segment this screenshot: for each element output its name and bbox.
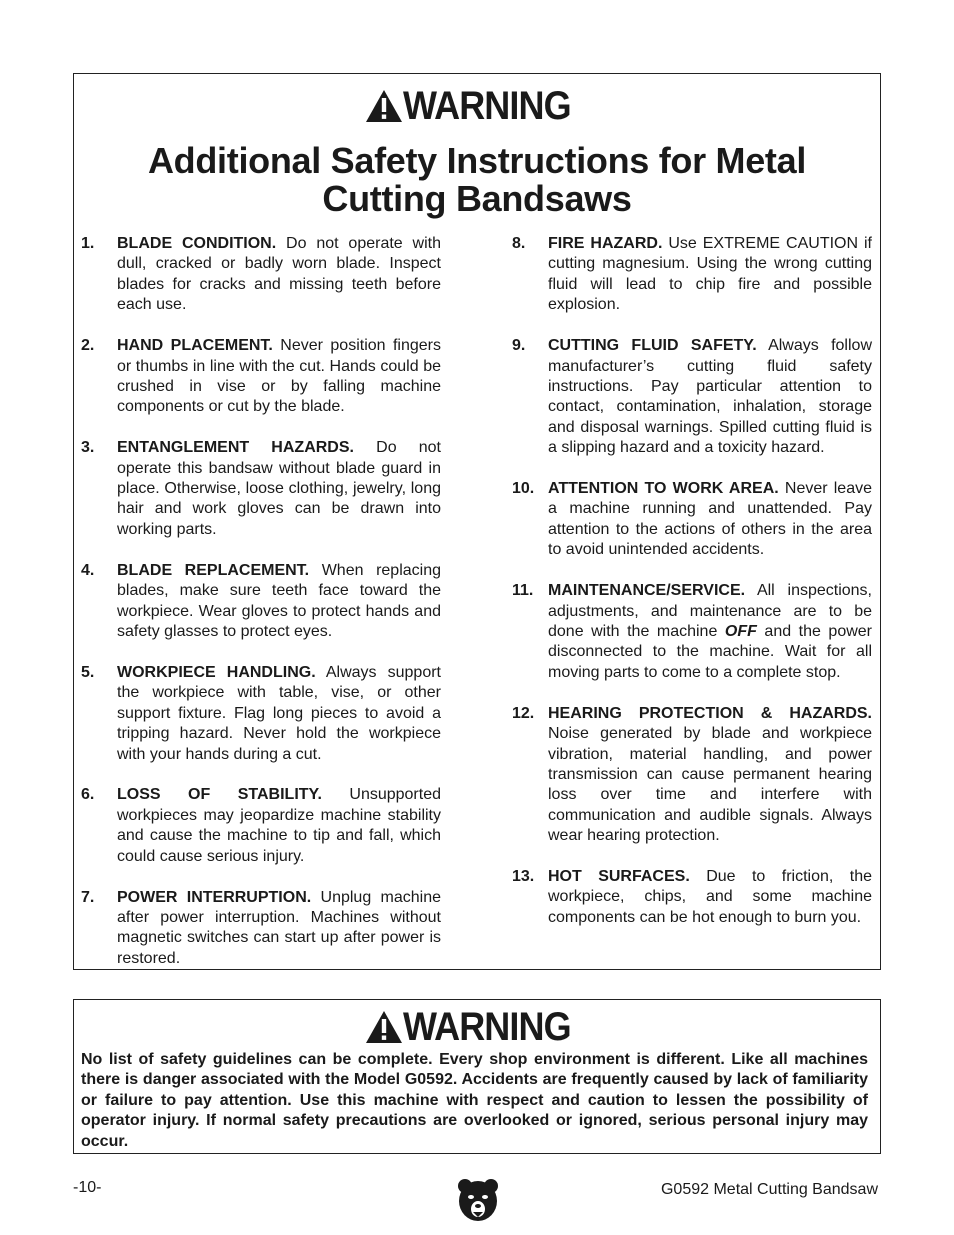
item-lead: POWER INTERRUPTION.	[117, 888, 312, 906]
item-body: Noise generated by blade and workpiece vibration, material handling, and power transmission can cause permanent hearing loss over time and interfere with communication and audible signals. Always wear hearing protection.	[548, 725, 872, 845]
item-text	[548, 479, 872, 561]
item-number: 9.	[512, 337, 526, 355]
item-body: Use EXTREME CAUTION if cutting magnesium. Using the wrong cutting fluid will lead to chip fire and possible explosion.	[548, 235, 872, 314]
item-text	[548, 581, 872, 683]
item-lead: MAINTENANCE/SERVICE.	[548, 582, 746, 600]
item-emphasis: OFF	[724, 623, 757, 640]
list-item	[512, 867, 872, 928]
warning-notice-text: No list of safety guidelines can be complete. Every shop environment is different. Like all machines there is danger associated with the Model G0592. Accidents are frequently caused by lack of familiarity or failure to pay attention. Use this machine with respect and caution to lessen the possibility of operator injury. If normal safety precautions are overlooked or ignored, serious personal injury may occur.	[81, 1051, 868, 1150]
bear-logo-icon	[456, 1177, 500, 1223]
left-column	[81, 234, 441, 990]
list-item	[81, 785, 441, 867]
item-text	[117, 663, 441, 765]
item-text	[548, 336, 872, 458]
item-lead: BLADE REPLACEMENT.	[117, 561, 310, 579]
item-lead: ATTENTION TO WORK AREA.	[548, 480, 779, 498]
item-lead: HEARING PROTECTION & HAZARDS.	[548, 704, 872, 722]
item-number: 5.	[81, 663, 95, 681]
list-item	[512, 234, 872, 316]
item-body: and the power disconnected to the machine. Wait for all moving parts to come to a complete stop.	[548, 623, 872, 681]
item-body: Never position fingers or thumbs in line with the cut. Hands could be crushed in vise or by falling machine components or cut by the blade.	[117, 337, 442, 416]
item-body: When replacing blades, make sure teeth face toward the workpiece. Wear gloves to protect hands and safety glasses to protect eyes.	[117, 561, 441, 640]
list-item	[512, 704, 872, 847]
item-number: 7.	[81, 888, 95, 906]
page-title	[74, 142, 880, 218]
item-text	[117, 785, 441, 867]
item-number: 4.	[81, 561, 95, 579]
warning-label: WARNING	[402, 1005, 571, 1049]
item-text	[117, 561, 441, 643]
page-number: -10-	[73, 1179, 102, 1196]
general-warning-box	[73, 999, 881, 1154]
item-lead: LOSS OF STABILITY.	[117, 786, 322, 804]
title-line-2: Cutting Bandsaws	[322, 178, 632, 219]
item-text	[117, 234, 441, 316]
footer-model-title: G0592 Metal Cutting Bandsaw	[660, 1181, 878, 1198]
item-body: All inspections, adjustments, and maintenance are to be done with the machine	[548, 582, 872, 640]
item-body: Unplug machine after power interruption. Machines without magnetic switches can start up after power is restored.	[117, 888, 441, 967]
item-lead: FIRE HAZARD.	[548, 235, 663, 252]
warning-label: WARNING	[402, 84, 571, 128]
item-number: 11.	[512, 582, 534, 600]
item-number: 3.	[81, 439, 95, 457]
warning-triangle-icon	[365, 89, 403, 123]
item-text	[117, 438, 441, 540]
item-body: Do not operate this bandsaw without blade guard in place. Otherwise, loose clothing, jewelry, long hair and work gloves can be drawn into working parts.	[117, 439, 441, 538]
item-lead: HAND PLACEMENT.	[117, 337, 273, 355]
item-number: 2.	[81, 337, 95, 355]
item-number: 10.	[512, 480, 535, 498]
item-text	[548, 867, 872, 928]
safety-instructions-box	[73, 73, 881, 970]
list-item	[81, 561, 441, 643]
item-lead: CUTTING FLUID SAFETY.	[548, 337, 757, 355]
item-lead: HOT SURFACES.	[548, 868, 690, 886]
list-item	[512, 581, 872, 683]
item-number: 6.	[81, 786, 95, 804]
item-lead: ENTANGLEMENT HAZARDS.	[117, 439, 354, 457]
item-lead: WORKPIECE HANDLING.	[117, 663, 316, 681]
item-body: Always support the workpiece with table, vise, or other support fixture. Flag long pieces to avoid a tripping hazard. Never hold the workpiece with your hands during a cut.	[117, 663, 442, 763]
item-body: Never leave a machine running and unattended. Pay attention to the actions of others in the area to avoid unintended accidents.	[548, 480, 873, 559]
item-text	[117, 336, 441, 418]
list-item	[81, 234, 441, 316]
item-body: Always follow manufacturer’s cutting fluid safety instructions. Pay particular attention to contact, contamination, inhalation, storage and disposal warnings. Spilled cutting fluid is a slipping hazard and a toxicity hazard.	[548, 337, 872, 457]
list-item	[81, 336, 441, 418]
list-item	[81, 663, 441, 765]
item-number: 12.	[512, 704, 535, 722]
right-column	[512, 234, 872, 949]
item-body: Unsupported workpieces may jeopardize machine stability and cause the machine to tip and fall, which could cause serious injury.	[117, 786, 442, 865]
list-item	[81, 888, 441, 970]
item-lead: BLADE CONDITION.	[117, 235, 277, 252]
list-item	[512, 336, 872, 458]
item-text	[548, 234, 872, 316]
item-body: Do not operate with dull, cracked or badly worn blade. Inspect blades for cracks and missing teeth before each use.	[117, 235, 441, 314]
item-body: Due to friction, the workpiece, chips, and some machine components can be hot enough to burn you.	[548, 868, 872, 926]
item-number: 13.	[512, 868, 535, 886]
list-item	[81, 438, 441, 540]
title-line-1: Additional Safety Instructions for Metal	[147, 140, 807, 181]
warning-header	[74, 84, 880, 128]
item-text	[548, 704, 872, 847]
warning-header	[74, 1006, 880, 1048]
item-number: 8.	[512, 235, 526, 252]
warning-triangle-icon	[365, 1010, 403, 1044]
item-text	[117, 888, 441, 970]
item-number: 1.	[81, 235, 95, 252]
list-item	[512, 479, 872, 561]
